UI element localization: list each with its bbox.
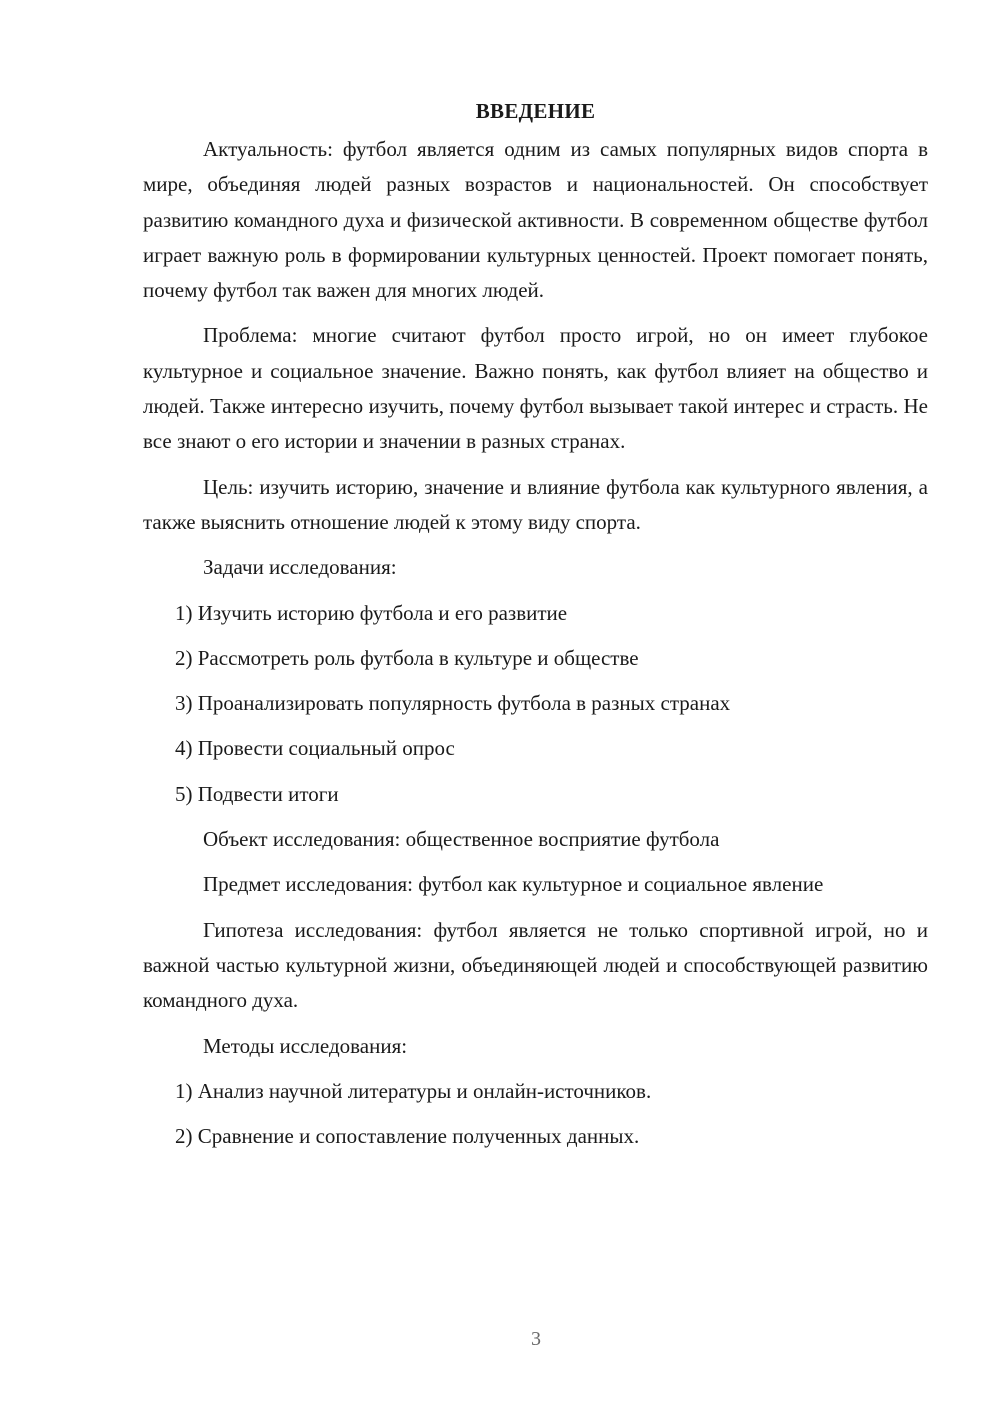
object-line: Объект исследования: общественное восприятие футбола — [203, 827, 720, 852]
list-item: 4) Провести социальный опрос — [175, 736, 455, 761]
section-title: ВВЕДЕНИЕ — [475, 99, 596, 123]
methods-list — [143, 1074, 928, 1155]
document-page — [143, 92, 928, 1164]
goal-paragraph: Цель: изучить историю, значение и влияние футбола как культурного явления, а также выяснить отношение людей к этому виду спорта. — [143, 474, 928, 534]
tasks-heading: Задачи исследования: — [203, 555, 397, 580]
list-item: 1) Анализ научной литературы и онлайн-источников. — [175, 1078, 652, 1103]
list-item: 1) Изучить историю футбола и его развитие — [175, 600, 568, 625]
list-item: 2) Рассмотреть роль футбола в культуре и обществе — [175, 645, 639, 670]
tasks-list — [143, 596, 928, 812]
methods-heading: Методы исследования: — [203, 1033, 408, 1058]
problem-paragraph: Проблема: многие считают футбол просто игрой, но он имеет глубокое культурное и социальное значение. Важно понять, как футбол влияет на общество и людей. Также интересно изучить, почему футбол вызывает такой интерес и страсть. Не все знают о его истории и значении в разных странах. — [143, 323, 928, 454]
relevance-paragraph: Актуальность: футбол является одним из самых популярных видов спорта в мире, объединяя людей разных возрастов и национальностей. Он способствует развитию командного духа и физической активности. В современном обществе футбол играет важную роль в формировании культурных ценностей. Проект помогает понять, почему футбол так важен для многих людей. — [143, 137, 928, 303]
subject-paragraph: Предмет исследования: футбол как культурное и социальное явление — [203, 872, 824, 897]
hypothesis-paragraph: Гипотеза исследования: футбол является не только спортивной игрой, но и важной частью культурной жизни, объединяющей людей и способствующей развитию командного духа. — [143, 917, 928, 1013]
list-item: 5) Подвести итоги — [175, 781, 339, 806]
page-number: 3 — [531, 1328, 541, 1350]
list-item: 2) Сравнение и сопоставление полученных данных. — [175, 1124, 640, 1149]
list-item: 3) Проанализировать популярность футбола в разных странах — [175, 691, 731, 716]
